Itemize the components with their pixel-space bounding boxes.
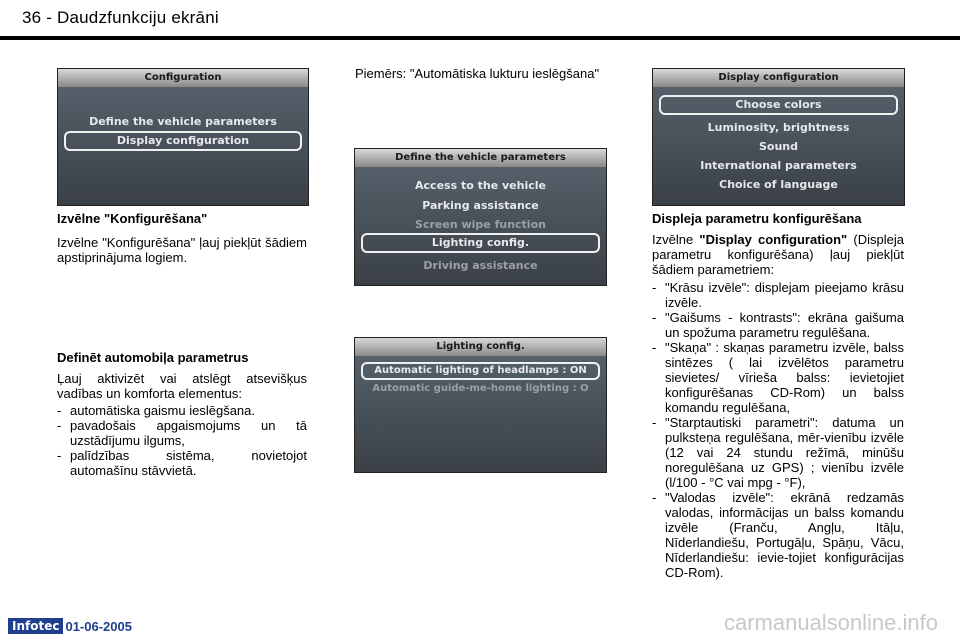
section-paragraph: Izvēlne "Konfigurēšana" ļauj piekļūt šādiem apstiprinājuma logiem. [57, 235, 307, 265]
screen-title: Configuration [58, 69, 308, 87]
page-title: 36 - Daudzfunkciju ekrāni [22, 8, 219, 27]
menu-item-lighting: Lighting config. [361, 233, 600, 253]
section-paragraph: Izvēlne "Display configuration" (Displeja parametru konfigurēšana) ļauj piekļūt šādiem parametriem: [652, 232, 904, 277]
display-config-screenshot [652, 68, 905, 206]
screen-title: Lighting config. [355, 338, 606, 356]
list-item: - "Gaišums - kontrasts": ekrāna gaišuma un spožuma parametru regulēšana. [652, 310, 904, 340]
menu-item-screen-wipe: Screen wipe function [415, 218, 546, 231]
list-item: - "Starptautiski parametri": datuma un pulksteņa regulēšana, mēr-vienību izvēle (12 vai 24 stundu režīmā, minūšu noregulēšana uz GPS) ; vienību izvēle (l/100 - °C vai mpg - °F), [652, 415, 904, 490]
menu-item-language: Choice of language [719, 178, 838, 191]
vehicle-parameters-section [57, 350, 307, 478]
lighting-config-screenshot [354, 337, 607, 473]
section-heading: Displeja parametru konfigurēšana [652, 211, 862, 226]
configuration-section [57, 211, 307, 265]
watermark: carmanualsonline.info [723, 610, 938, 635]
menu-item-define-vehicle: Define the vehicle parameters [89, 115, 277, 128]
section-heading: Definēt automobiļa parametrus [57, 350, 249, 365]
header-rule [0, 36, 960, 40]
infotec-logo: Infotec [8, 618, 63, 634]
menu-item-auto-headlamps: Automatic lighting of headlamps : ON [361, 362, 600, 380]
list-item: - palīdzības sistēma, novietojot automašīnu stāvvietā. [57, 448, 307, 478]
menu-item-luminosity: Luminosity, brightness [707, 121, 850, 134]
footer-date: 01-06-2005 [65, 618, 132, 634]
display-config-section [652, 211, 904, 580]
section-paragraph: Ļauj aktivizēt vai atslēgt atsevišķus vadības un komforta elementus: [57, 371, 307, 401]
menu-item-international: International parameters [700, 159, 857, 172]
list-item: - automātiska gaismu ieslēgšana. [57, 403, 307, 418]
list-item: - "Skaņa" : skaņas parametru izvēle, balss sintēzes ( lai izvēlētos parametru sievietes/ vīrieša balss: ievietojiet konfigurēšanas CD-Rom) un balss komandu regulēšana, [652, 340, 904, 415]
menu-item-parking: Parking assistance [422, 199, 539, 212]
menu-name: "Display configuration" [699, 232, 848, 247]
menu-item-driving-assistance: Driving assistance [423, 259, 538, 272]
parameters-list [652, 280, 904, 580]
menu-item-sound: Sound [758, 140, 798, 153]
list-item: - "Valodas izvēle": ekrānā redzamās valodas, informācijas un balss komandu izvēle (Franču, Angļu, Itāļu, Nīderlandiešu, Portugāļu, Spāņu, Vācu, Nīderlandiešu: ievie-tojiet konfigurācijas CD-Rom). [652, 490, 904, 580]
footer-left [8, 618, 132, 634]
screen-title: Define the vehicle parameters [355, 149, 606, 167]
example-caption: Piemērs: "Automātiska lukturu ieslēgšana" [355, 66, 600, 81]
menu-item-choose-colors: Choose colors [659, 95, 898, 115]
section-heading: Izvēlne "Konfigurēšana" [57, 211, 208, 226]
list-item: - pavadošais apgaismojums un tā uzstādījumu ilgums, [57, 418, 307, 448]
configuration-screenshot [57, 68, 309, 206]
menu-item-display-config: Display configuration [64, 131, 302, 151]
feature-list [57, 403, 307, 478]
menu-item-access: Access to the vehicle [415, 179, 546, 192]
screen-title: Display configuration [653, 69, 904, 87]
list-item: - "Krāsu izvēle": displejam pieejamo krāsu izvēle. [652, 280, 904, 310]
define-vehicle-screenshot [354, 148, 607, 286]
menu-item-guide-me-home: Automatic guide-me-home lighting : O [372, 383, 589, 394]
